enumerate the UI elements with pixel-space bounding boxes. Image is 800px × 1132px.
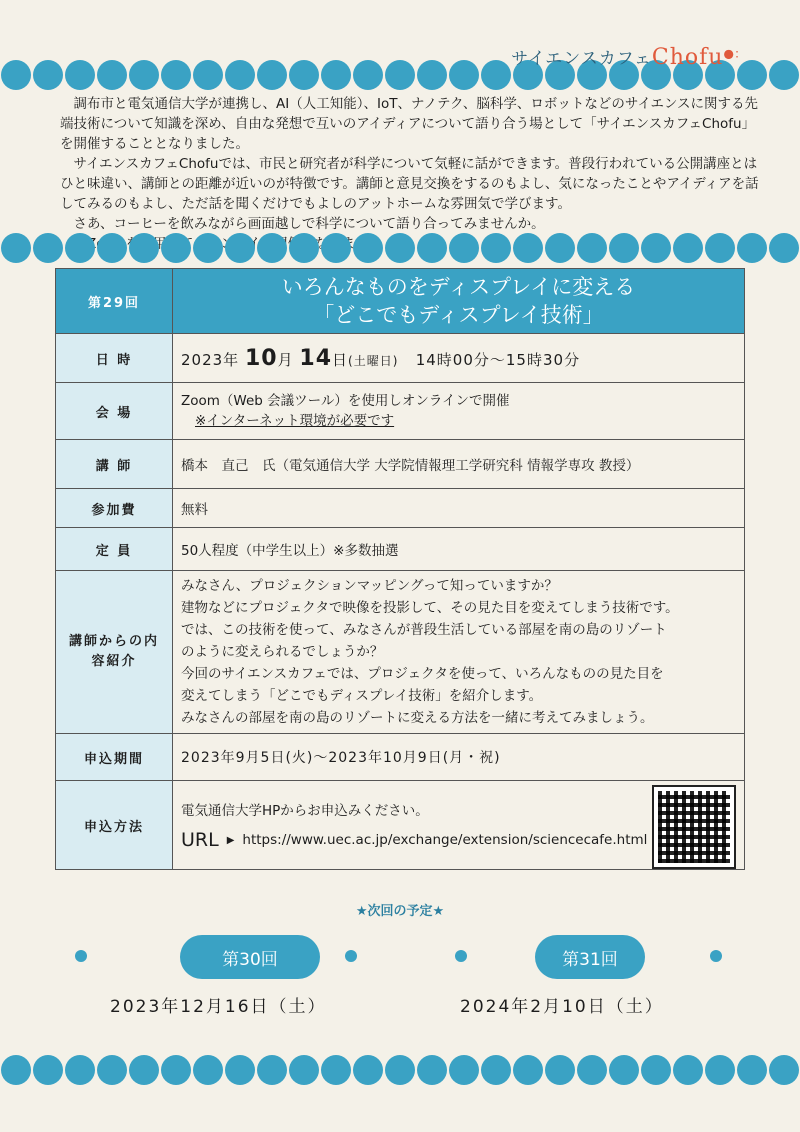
description-text <box>173 571 745 734</box>
description-line: 変えてしまう「どこでもディスプレイ技術」を紹介します。 <box>181 688 543 704</box>
next-event-31-date: 2024年2月10日（土） <box>460 997 664 1017</box>
fee-label: 参加費 <box>56 489 173 528</box>
decor-dot-icon <box>75 950 87 962</box>
event-title-line1: いろんなものをディスプレイに変える <box>281 275 636 299</box>
method-text: 電気通信大学HPからお申込みください。 <box>181 803 429 819</box>
capacity-value: 50人程度（中学生以上）※多数抽選 <box>173 528 745 571</box>
event-header-row <box>56 269 745 334</box>
datetime-label: 日 時 <box>56 334 173 383</box>
description-line: みなさん、プロジェクションマッピングって知っていますか？ <box>181 578 558 594</box>
capacity-label: 定 員 <box>56 528 173 571</box>
datetime-time: 14時00分～15時30分 <box>415 350 581 369</box>
mid-scallop-border <box>0 233 800 265</box>
datetime-month: 10 <box>244 345 278 371</box>
venue-value <box>173 383 745 440</box>
intro-paragraph: 調布市と電気通信大学が連携し、AI（人工知能）、IoT、ナノテク、脳科学、ロボットなどのサイエンスに関する先端技術について知識を深め、自由な発想で互いのアイディアについて語り合う場として「サイエンスカフェChofu」を開催することとなりました。 <box>60 96 759 152</box>
description-line: では、この技術を使って、みなさんが普段生活している部屋を南の島のリゾート <box>181 622 667 638</box>
datetime-month-unit: 月 <box>277 350 294 369</box>
description-label: 講師からの内容紹介 <box>56 571 173 734</box>
lecturer-value: 橋本 直己 氏（電気通信大学 大学院情報理工学研究科 情報学専攻 教授） <box>173 440 745 489</box>
brand-name: Chofu <box>651 45 724 70</box>
datetime-year: 2023年 <box>181 350 240 369</box>
venue-line2: ※インターネット環境が必要です <box>195 413 395 429</box>
decor-dot-icon <box>345 950 357 962</box>
event-number: 第29回 <box>56 269 173 334</box>
period-label: 申込期間 <box>56 734 173 781</box>
brand-dots-icon: ●: <box>723 46 740 61</box>
event-title-line2: 「どこでもディスプレイ技術」 <box>313 303 604 327</box>
intro-paragraph: サイエンスカフェChofuでは、市民と研究者が科学について気軽に話ができます。普段行われている公開講座とはひと味違い、講師との距離が近いのが特徴です。講師と意見交換をするのもよし、気になったことやアイディアを話してみるのもよし、ただ話を聞くだけでもよしのアットホームな雰囲気で学びます。 <box>60 156 759 212</box>
datetime-row <box>56 334 745 383</box>
bottom-scallop-border <box>0 1055 800 1087</box>
method-label: 申込方法 <box>56 781 173 870</box>
venue-row <box>56 383 745 440</box>
lecturer-label: 講 師 <box>56 440 173 489</box>
capacity-row <box>56 528 745 571</box>
event-info-table <box>55 268 745 870</box>
datetime-day-unit: 日 <box>332 350 349 369</box>
description-line: のように変えられるでしょうか？ <box>181 644 384 660</box>
decor-dot-icon <box>455 950 467 962</box>
datetime-weekday: (土曜日) <box>348 353 399 368</box>
application-url-link[interactable]: https://www.uec.ac.jp/exchange/extension/sciencecafe.html <box>242 832 648 848</box>
intro-paragraph: さあ、コーヒーを飲みながら画面越しで科学について語り合ってみませんか。 <box>73 216 545 232</box>
next-event-30-date: 2023年12月16日（土） <box>110 997 327 1017</box>
intro-text <box>60 94 760 254</box>
qr-code-icon[interactable] <box>654 787 734 867</box>
fee-row <box>56 489 745 528</box>
url-label: URL <box>181 829 219 851</box>
description-line: 建物などにプロジェクタで映像を投影して、その見た目を変えてしまう技術です。 <box>181 600 679 616</box>
description-line: みなさんの部屋を南の島のリゾートに変える方法を一緒に考えてみましょう。 <box>181 710 654 726</box>
venue-line1: Zoom（Web 会議ツール）を使用しオンラインで開催 <box>181 393 510 409</box>
period-row <box>56 734 745 781</box>
lecturer-row <box>56 440 745 489</box>
url-row <box>181 829 736 851</box>
brand-prefix: サイエンスカフェ <box>511 49 652 69</box>
event-title <box>173 269 745 334</box>
next-event-30-badge: 第30回 <box>180 935 320 979</box>
description-row <box>56 571 745 734</box>
next-schedule-heading: ★次回の予定★ <box>355 904 445 919</box>
brand-logo <box>511 44 740 70</box>
method-row <box>56 781 745 870</box>
venue-label: 会 場 <box>56 383 173 440</box>
description-line: 今回のサイエンスカフェでは、プロジェクタを使って、いろんなものの見た目を <box>181 666 664 682</box>
period-value: 2023年9月5日(火)～2023年10月9日(月・祝) <box>173 734 745 781</box>
play-arrow-icon: ▶ <box>226 834 235 846</box>
datetime-value <box>173 334 745 383</box>
datetime-day: 14 <box>299 345 333 371</box>
decor-dot-icon <box>710 950 722 962</box>
fee-value: 無料 <box>173 489 745 528</box>
next-event-31-badge: 第31回 <box>535 935 645 979</box>
method-value <box>173 781 745 870</box>
